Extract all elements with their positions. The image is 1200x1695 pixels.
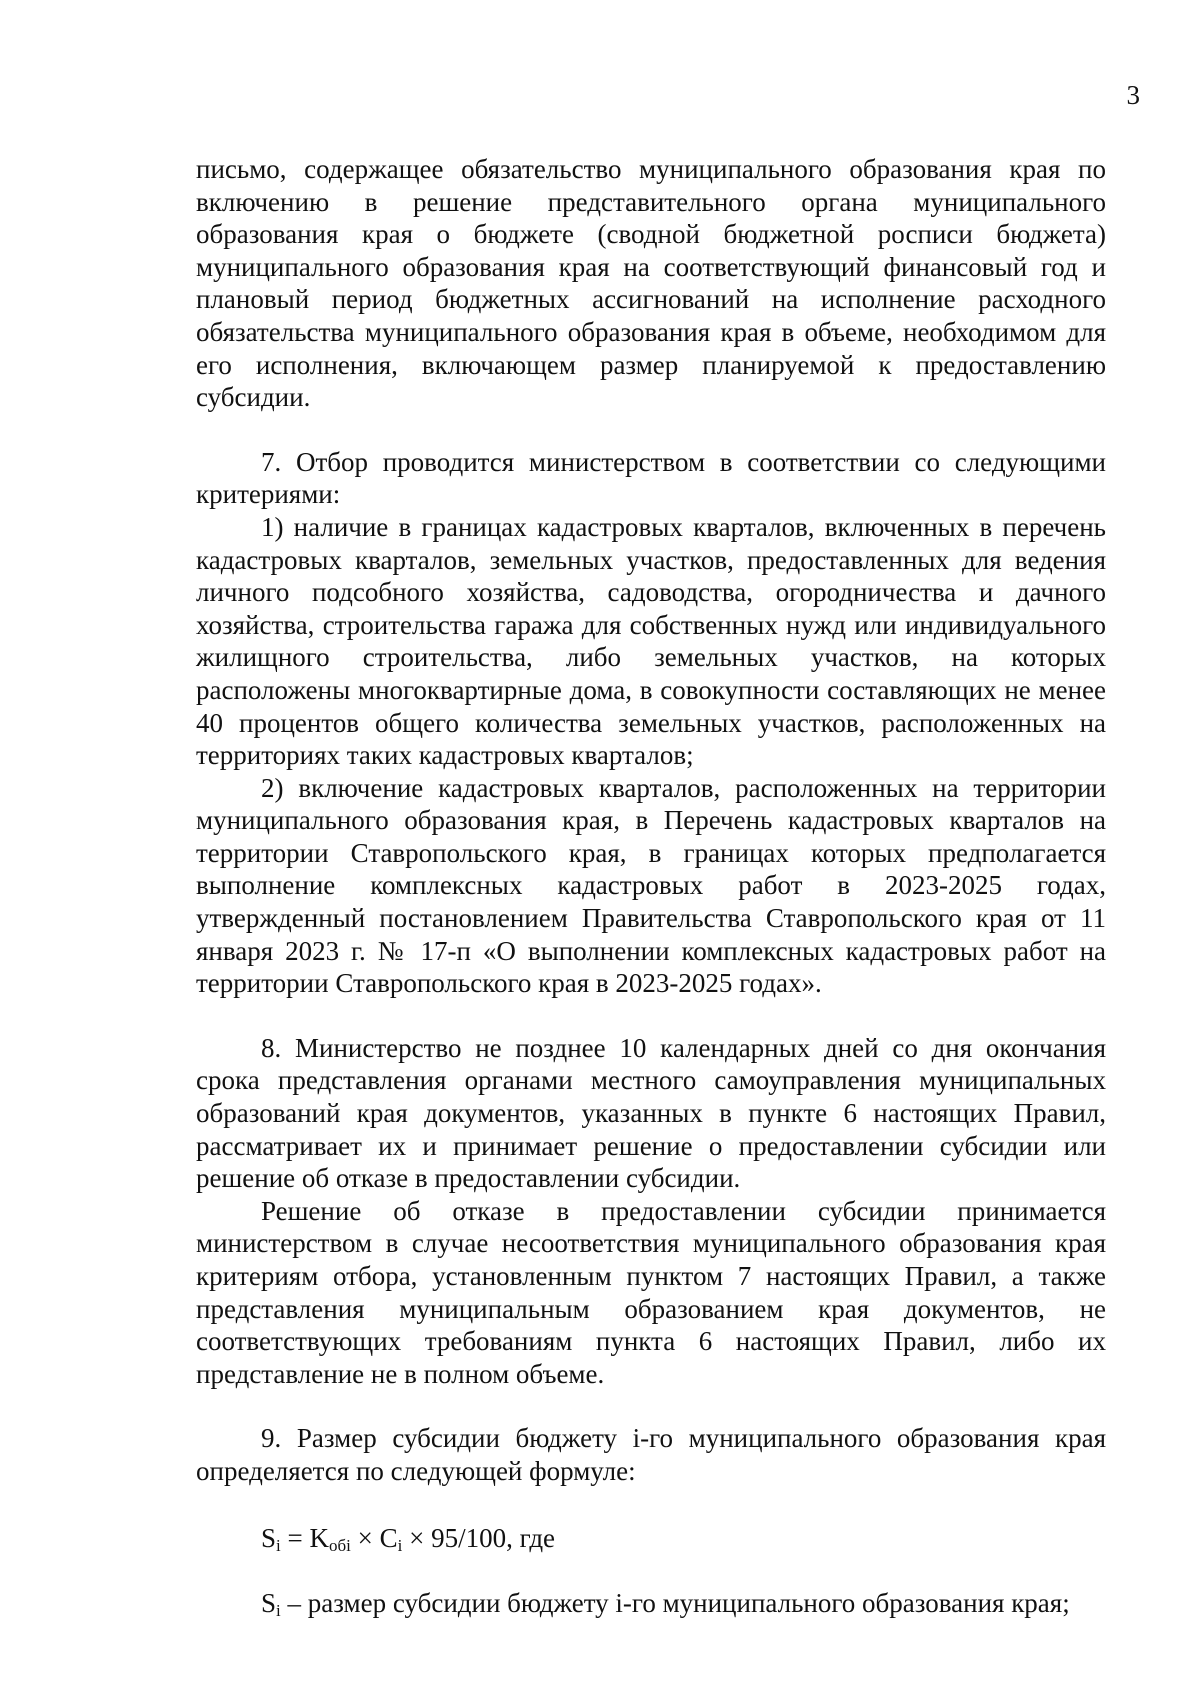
paragraph-continuation: письмо, содержащее обязательство муниципального образования края по включению в решение представительного органа муниципального образования края о бюджете (сводной бюджетной росписи бюджета) муниципального образования края на соответствующий финансовый год и плановый период бюджетных ассигнований на исполнение расходного обязательства муниципального образования края в объеме, необходимом для его исполнения, включающем размер планируемой к предоставлению субсидии. xyxy=(196,154,1106,413)
definition-s-sub: i xyxy=(276,1601,281,1621)
formula-k: K xyxy=(309,1522,329,1553)
subsidy-formula xyxy=(196,1522,1106,1555)
formula-k-sub: обi xyxy=(329,1535,351,1555)
formula-s-sub: i xyxy=(276,1535,281,1555)
paragraph-7-item-2: 2) включение кадастровых кварталов, расположенных на территории муниципального образования края, в Перечень кадастровых кварталов на территории Ставропольского края, в границах которых предполагается выполнение комплексных кадастровых работ в 2023-2025 годах, утвержденный постановлением Правительства Ставропольского края от 11 января 2023 г. № 17-п «О выполнении комплексных кадастровых работ на территории Ставропольского края в 2023-2025 годах». xyxy=(196,772,1106,999)
paragraph-8: 8. Министерство не позднее 10 календарных дней со дня окончания срока представления органами местного самоуправления муниципальных образований края документов, указанных в пункте 6 настоящих Правил, рассматривает их и принимает решение о предоставлении субсидии или решение об отказе в предоставлении субсидии. xyxy=(196,1032,1106,1194)
formula-c: C xyxy=(379,1522,398,1553)
paragraph-9: 9. Размер субсидии бюджету i-го муниципального образования края определяется по следующей формуле: xyxy=(196,1423,1106,1486)
formula-eq: = xyxy=(280,1522,310,1553)
paragraph-7-item-1: 1) наличие в границах кадастровых кварталов, включенных в перечень кадастровых кварталов, земельных участков, предоставленных для ведения личного подсобного хозяйства, садоводства, огородничества и дачного хозяйства, строительства гаража для собственных нужд или индивидуального жилищного строительства, либо земельных участков, на которых расположены многоквартирные дома, в совокупности составляющих не менее 40 процентов общего количества земельных участков, расположенных на территориях таких кадастровых кварталов; xyxy=(196,511,1106,771)
document-body xyxy=(196,153,1106,1620)
formula-rest: × 95/100, где xyxy=(402,1522,556,1553)
definition-text: – размер субсидии бюджету i-го муниципального образования края; xyxy=(280,1588,1070,1619)
formula-definition-s xyxy=(196,1587,1106,1620)
formula-c-sub: i xyxy=(397,1535,403,1555)
paragraph-7: 7. Отбор проводится министерством в соответствии со следующими критериями: xyxy=(196,446,1106,510)
formula-s: S xyxy=(261,1522,277,1553)
formula-times: × xyxy=(350,1522,380,1553)
definition-s: S xyxy=(261,1588,277,1619)
paragraph-8-refusal: Решение об отказе в предоставлении субсидии принимается министерством в случае несоответствия муниципального образования края критериям отбора, установленным пунктом 7 настоящих Правил, а также представления муниципальным образованием края документов, не соответствующих требованиям пункта 6 настоящих Правил, либо их представление не в полном объеме. xyxy=(196,1195,1106,1389)
page-number: 3 xyxy=(1126,80,1140,110)
